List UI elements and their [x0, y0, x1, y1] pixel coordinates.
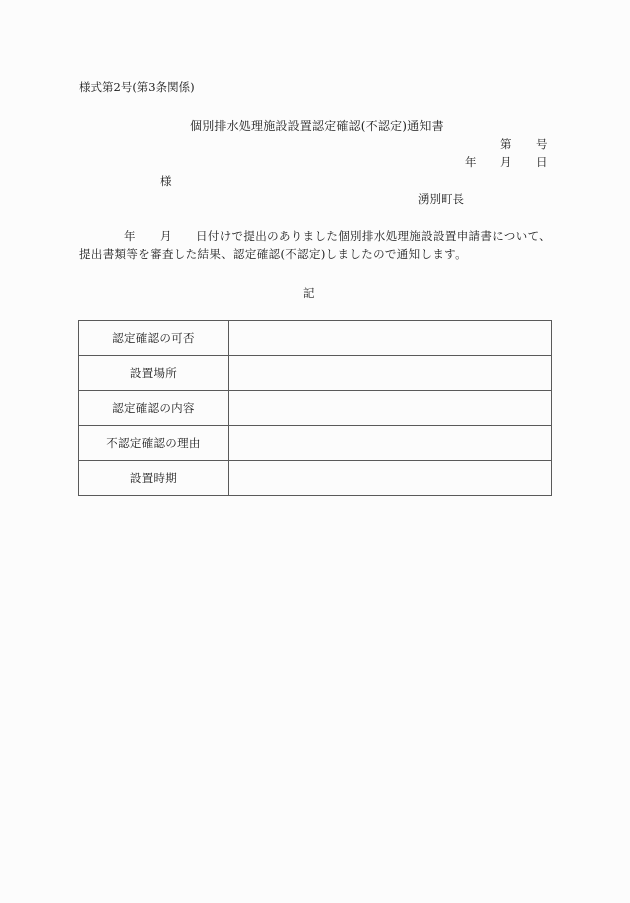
body-line-2: 提出書類等を審査した結果、認定確認(不認定)しましたので通知します。 [79, 247, 467, 261]
table-row [79, 461, 552, 496]
document-title: 個別排水処理施設設置認定確認(不認定)通知書 [190, 119, 444, 133]
row-label-rejection-reason: 不認定確認の理由 [79, 426, 229, 461]
number-suffix: 号 [536, 137, 548, 151]
row-label-location: 設置場所 [79, 356, 229, 391]
body-month-label: 月 [160, 229, 172, 243]
row-label-install-period: 設置時期 [79, 461, 229, 496]
date-year-label: 年 [465, 155, 477, 169]
body-year-label: 年 [124, 229, 136, 243]
number-prefix: 第 [500, 137, 512, 151]
record-table [78, 320, 552, 496]
date-month-label: 月 [500, 155, 512, 169]
row-value-location [229, 356, 552, 391]
table-row [79, 426, 552, 461]
row-value-content [229, 391, 552, 426]
row-label-approval: 認定確認の可否 [79, 321, 229, 356]
row-value-install-period [229, 461, 552, 496]
addressee-honorific: 様 [160, 174, 172, 188]
table-row [79, 391, 552, 426]
table-row [79, 356, 552, 391]
table-row [79, 321, 552, 356]
body-line-1: 日付けで提出のありました個別排水処理施設設置申請書について、 [196, 229, 552, 243]
form-number: 様式第2号(第3条関係) [79, 80, 195, 94]
date-day-label: 日 [536, 155, 548, 169]
sender-name: 湧別町長 [418, 192, 464, 206]
row-value-approval [229, 321, 552, 356]
ki-heading: 記 [303, 286, 315, 300]
row-label-content: 認定確認の内容 [79, 391, 229, 426]
row-value-rejection-reason [229, 426, 552, 461]
